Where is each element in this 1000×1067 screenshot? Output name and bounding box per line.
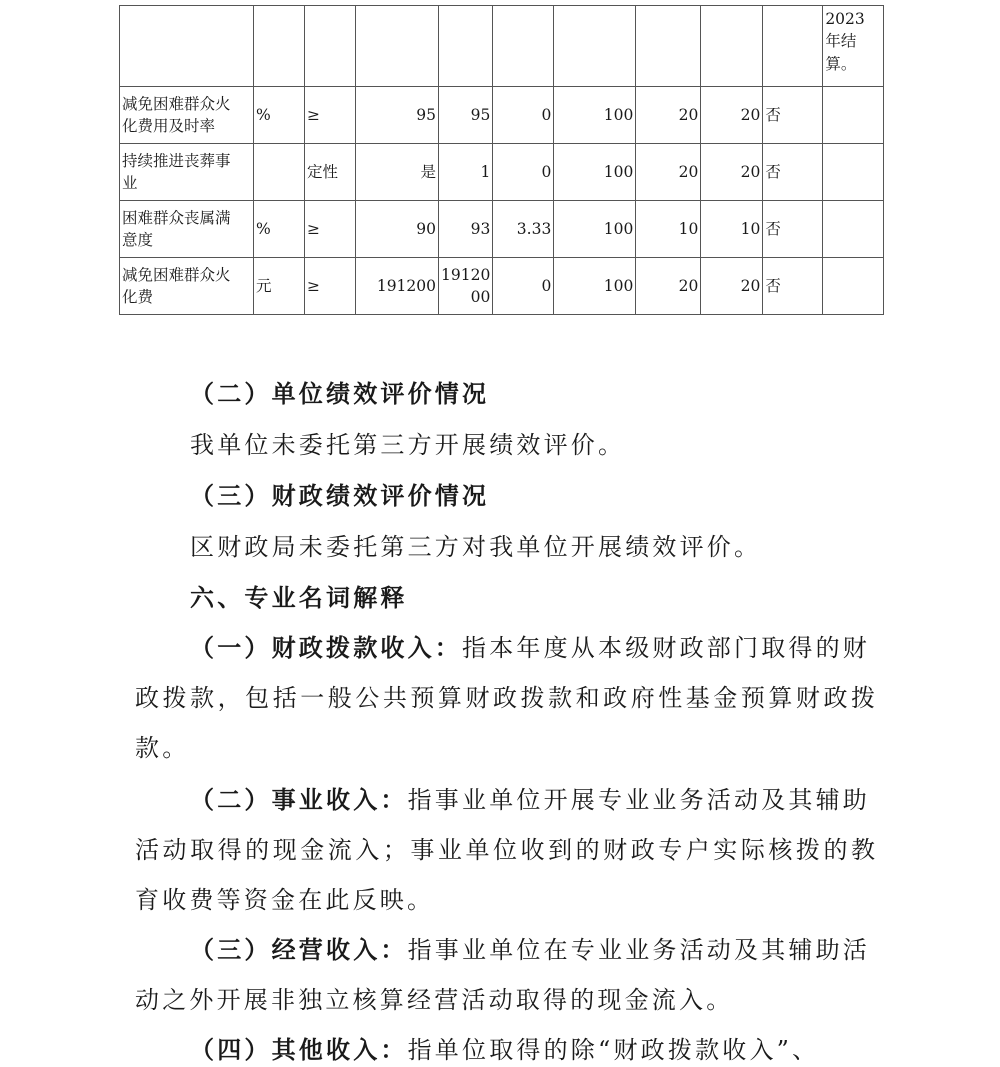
flag-cell: 否 — [763, 258, 823, 315]
section-heading-unit-evaluation: （二）单位绩效评价情况 — [190, 379, 490, 408]
actual-cell: 95 — [439, 87, 493, 144]
operator-cell: ≥ — [305, 87, 356, 144]
table-row — [120, 201, 884, 258]
unit-cell: % — [254, 201, 305, 258]
unit-cell: % — [254, 87, 305, 144]
paragraph-line: 政拨款，包括一般公共预算财政拨款和政府性基金预算财政拨 — [135, 684, 875, 712]
target-cell: 191200 — [356, 258, 439, 315]
flag-cell: 否 — [763, 144, 823, 201]
deviation-cell: 3.33 — [493, 201, 554, 258]
operator-cell: ≥ — [305, 201, 356, 258]
weight-cell: 20 — [636, 258, 701, 315]
term-financial-appropriation: （一）财政拨款收入：指本年度从本级财政部门取得的财 — [190, 633, 870, 662]
table-row — [120, 6, 884, 87]
indicator-name: 持续推进丧葬事 业 — [120, 144, 254, 201]
indicator-name: 减免困难群众火 化费 — [120, 258, 254, 315]
paragraph-line: 活动取得的现金流入；事业单位收到的财政专户实际核拨的教 — [135, 836, 875, 864]
unit-cell — [254, 144, 305, 201]
target-cell: 95 — [356, 87, 439, 144]
weight-cell: 20 — [636, 87, 701, 144]
term-label: （二）事业收入： — [190, 785, 408, 814]
term-label: （一）财政拨款收入： — [190, 633, 462, 662]
term-other-income: （四）其他收入：指单位取得的除“财政拨款收入”、 — [190, 1035, 820, 1064]
remark-cell: 2023 年结 算。 — [823, 6, 884, 87]
deviation-cell: 0 — [493, 258, 554, 315]
actual-cell: 93 — [439, 201, 493, 258]
operator-cell: ≥ — [305, 258, 356, 315]
paragraph-line: 款。 — [135, 734, 190, 762]
table-row — [120, 258, 884, 315]
term-business-income: （二）事业收入：指事业单位开展专业业务活动及其辅助 — [190, 785, 871, 814]
indicator-name: 困难群众丧属满 意度 — [120, 201, 254, 258]
score-cell: 20 — [701, 87, 763, 144]
score-cell: 20 — [701, 144, 763, 201]
weight-cell: 20 — [636, 144, 701, 201]
score-cell: 20 — [701, 258, 763, 315]
flag-cell: 否 — [763, 201, 823, 258]
paragraph-finance-evaluation: 区财政局未委托第三方对我单位开展绩效评价。 — [190, 533, 762, 561]
performance-indicator-table — [119, 5, 884, 315]
full-score-cell: 100 — [554, 201, 636, 258]
term-label: （四）其他收入： — [190, 1035, 408, 1064]
actual-cell: 1 — [439, 144, 493, 201]
weight-cell: 10 — [636, 201, 701, 258]
full-score-cell: 100 — [554, 258, 636, 315]
flag-cell: 否 — [763, 87, 823, 144]
paragraph-line: 育收费等资金在此反映。 — [135, 886, 435, 914]
table-row — [120, 87, 884, 144]
target-cell: 是 — [356, 144, 439, 201]
unit-cell: 元 — [254, 258, 305, 315]
chapter-heading-glossary: 六、专业名词解释 — [190, 583, 408, 612]
operator-cell: 定性 — [305, 144, 356, 201]
paragraph-line: 动之外开展非独立核算经营活动取得的现金流入。 — [135, 986, 734, 1014]
table-row — [120, 144, 884, 201]
paragraph-unit-evaluation: 我单位未委托第三方开展绩效评价。 — [190, 431, 626, 459]
indicator-name: 减免困难群众火 化费用及时率 — [120, 87, 254, 144]
actual-cell: 19120 00 — [439, 258, 493, 315]
full-score-cell: 100 — [554, 144, 636, 201]
deviation-cell: 0 — [493, 87, 554, 144]
score-cell: 10 — [701, 201, 763, 258]
term-label: （三）经营收入： — [190, 935, 408, 964]
target-cell: 90 — [356, 201, 439, 258]
term-operating-income: （三）经营收入：指事业单位在专业业务活动及其辅助活 — [190, 935, 871, 964]
full-score-cell: 100 — [554, 87, 636, 144]
section-heading-finance-evaluation: （三）财政绩效评价情况 — [190, 481, 490, 510]
deviation-cell: 0 — [493, 144, 554, 201]
